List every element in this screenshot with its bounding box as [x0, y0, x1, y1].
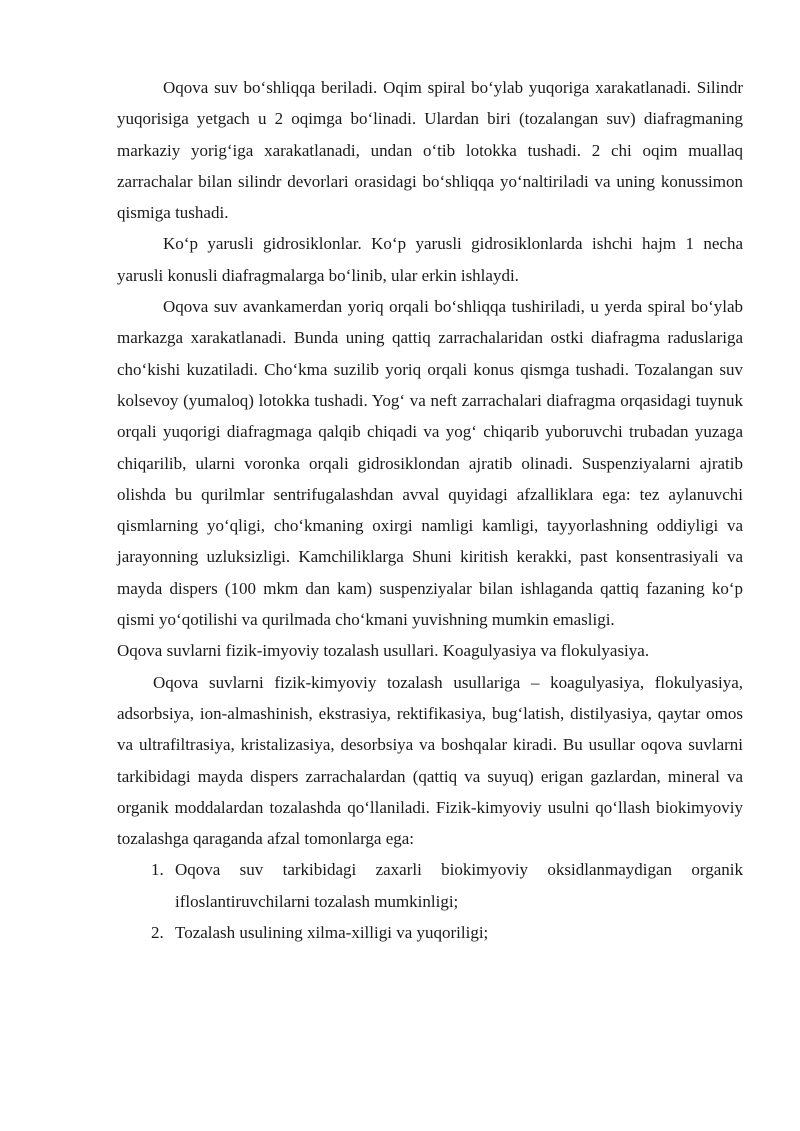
paragraph: Oqova suv bo‘shliqqa beriladi. Oqim spiral bo‘ylab yuqoriga xarakatlanadi. Silindr yuqorisiga yetgach u 2 oqimga bo‘linadi. Ulardan biri (tozalangan suv) diafragmaning markaziy yorig‘iga xarakatlanadi, undan o‘tib lotokka tushadi. 2 chi oqim muallaq zarrachalar bilan silindr devorlari orasidagi bo‘shliqqa yo‘naltiriladi va uning konussimon qismiga tushadi.	[117, 78, 743, 223]
list-item-text: Oqova suv tarkibidagi zaxarli biokimyoviy oksidlanmaydigan organik ifloslantiruvchilarni tozalash mumkinligi;	[175, 860, 743, 911]
list-number: 1.	[151, 860, 164, 880]
list-item-text: Tozalash usulining xilma-xilligi va yuqoriligi;	[175, 923, 489, 943]
paragraph: Ko‘p yarusli gidrosiklonlar. Ko‘p yarusli gidrosiklonlarda ishchi hajm 1 necha yarusli konusli diafragmalarga bo‘linib, ular erkin ishlaydi.	[117, 234, 743, 285]
list-item	[117, 854, 743, 917]
section-heading: Oqova suvlarni fizik-imyoviy tozalash usullari. Koagulyasiya va flokulyasiya.	[117, 641, 650, 661]
list-number: 2.	[151, 923, 164, 943]
list-item	[117, 917, 743, 948]
paragraph: Oqova suvlarni fizik-kimyoviy tozalash usullariga – koagulyasiya, flokulyasiya, adsorbsiya, ion-almashinish, ekstrasiya, rektifikasiya, bug‘latish, distilyasiya, qaytar omos va ultrafiltrasiya, kristalizasiya, desorbsiya va boshqalar kiradi. Bu usullar oqova suvlarni tarkibidagi mayda dispers zarrachalardan (qattiq va suyuq) erigan gazlardan, mineral va organik moddalardan tozalashda qo‘llaniladi. Fizik-kimyoviy usulni qo‘llash biokimyoviy tozalashga qaraganda afzal tomonlarga ega:	[117, 672, 743, 849]
document-page	[117, 72, 743, 948]
numbered-list	[117, 854, 743, 948]
paragraph: Oqova suv avankamerdan yoriq orqali bo‘shliqqa tushiriladi, u yerda spiral bo‘ylab markazga xarakatlanadi. Bunda uning qattiq zarrachalaridan ostki diafragma raduslariga cho‘kishi kuzatiladi. Cho‘kma suzilib yoriq orqali konus qismga tushadi. Tozalangan suv kolsevoy (yumaloq) lotokka tushadi. Yog‘ va neft zarrachalari diafragma orqasidagi tuynuk orqali yuqorigi diafragmaga qalqib chiqadi va yog‘ chiqarib yuboruvchi trubadan yuzaga chiqarilib, ularni voronka orqali gidrosiklondan ajratib olinadi. Suspenziyalarni ajratib olishda bu qurilmlar sentrifugalashdan avval quyidagi afzalliklara ega: tez aylanuvchi qismlarning yo‘qligi, cho‘kmaning oxirgi namligi kamligi, tayyorlashning oddiyligi va jarayonning uzluksizligi. Kamchiliklarga Shuni kiritish kerakki, past konsentrasiyali va mayda dispers (100 mkm dan kam) suspenziyalar bilan ishlaganda qattiq fazaning ko‘p qismi yo‘qotilishi va qurilmada cho‘kmani yuvishning mumkin emasligi.	[117, 297, 743, 630]
